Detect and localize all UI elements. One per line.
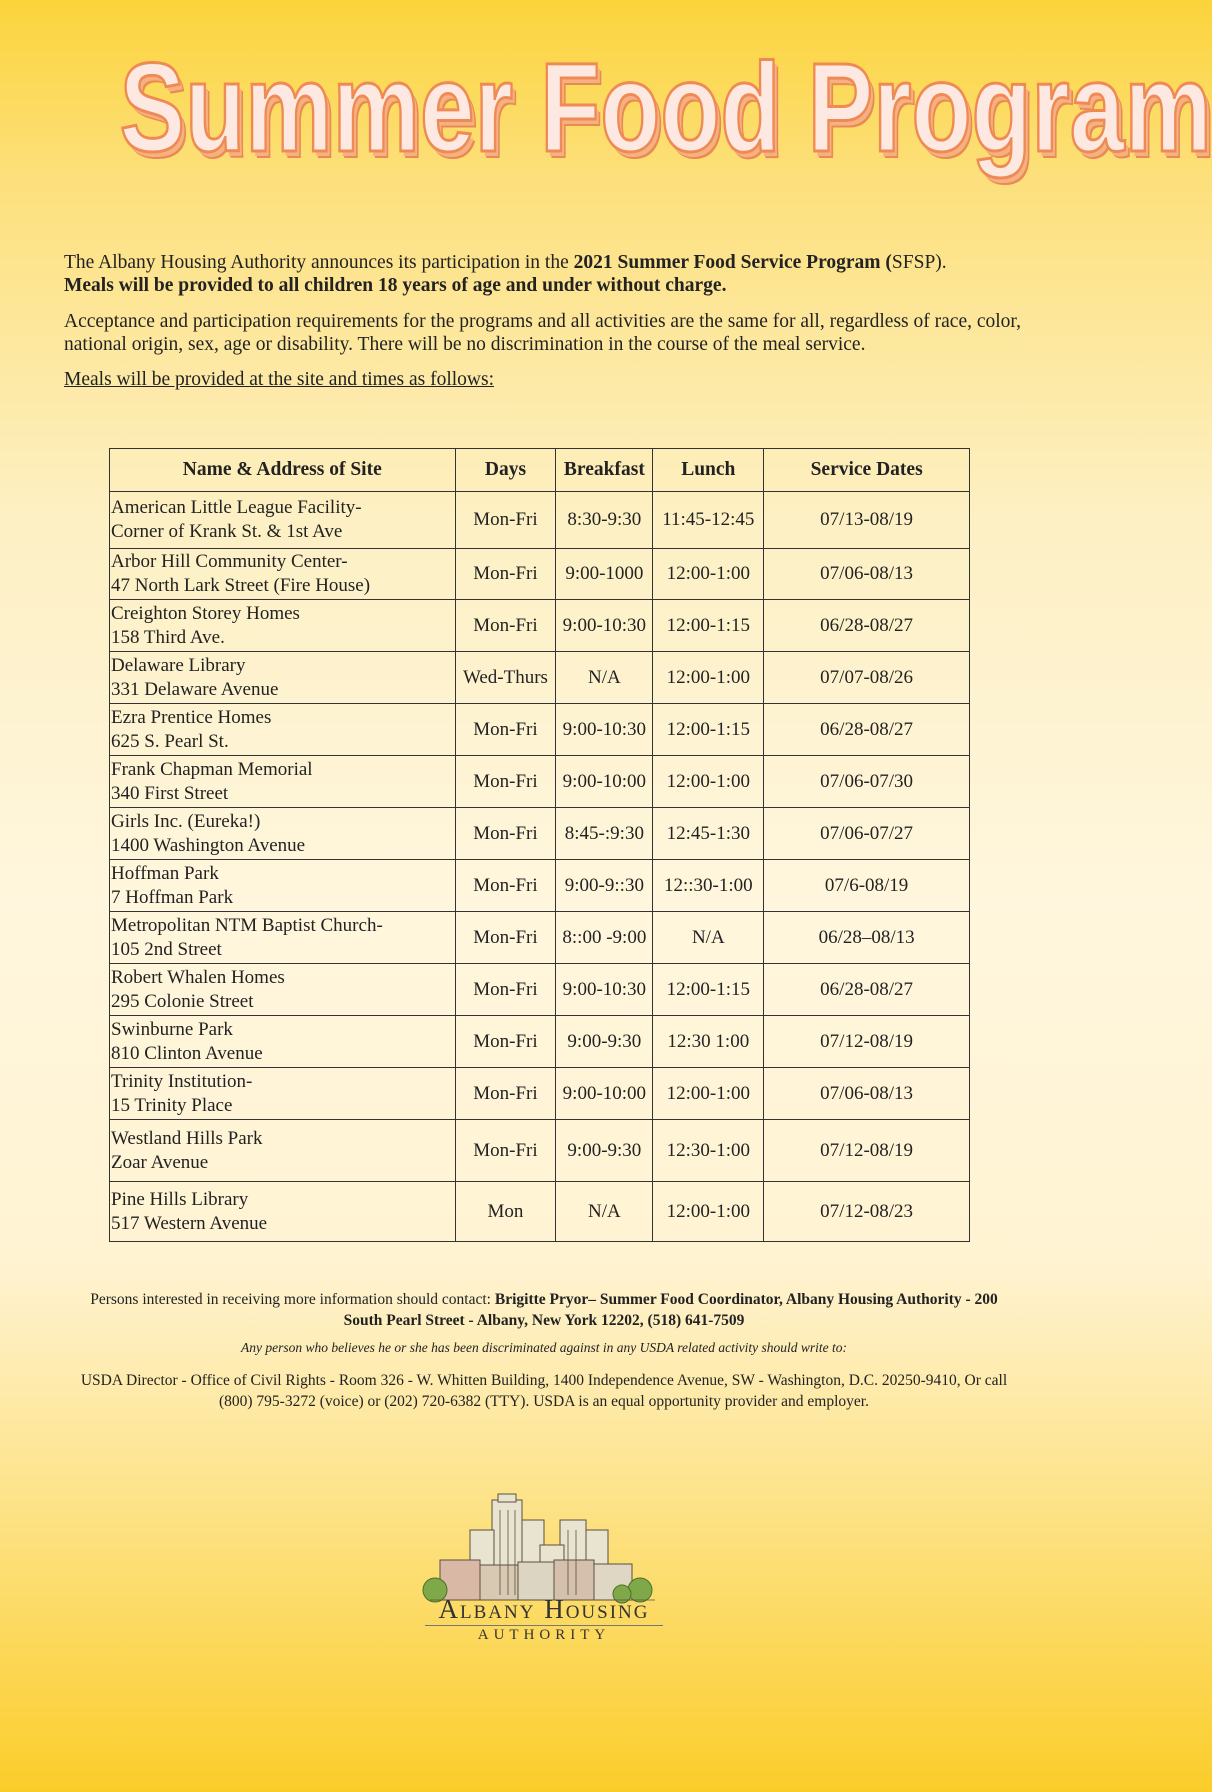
site-name: Trinity Institution- [111, 1070, 253, 1092]
site-lunch: 12:30 1:00 [653, 1016, 764, 1068]
site-name: Delaware Library [111, 654, 246, 676]
site-name: American Little League Facility- [111, 497, 362, 518]
table-row [110, 1120, 970, 1182]
header-service-dates: Service Dates [764, 449, 970, 492]
site-lunch: 12:45-1:30 [653, 808, 764, 860]
header-days: Days [455, 449, 556, 492]
intro-text: The Albany Housing Authority announces its participation in the [64, 252, 574, 273]
site-name-address [110, 1120, 456, 1182]
site-name-address [110, 964, 456, 1016]
header-breakfast: Breakfast [556, 449, 653, 492]
site-service-dates: 07/06-08/13 [764, 549, 970, 600]
site-days: Mon-Fri [455, 1068, 556, 1120]
site-days: Mon-Fri [455, 600, 556, 652]
site-name: Ezra Prentice Homes [111, 706, 272, 728]
site-service-dates: 07/12-08/19 [764, 1016, 970, 1068]
logo-divider [425, 1625, 663, 1626]
site-breakfast: 8:45-:9:30 [556, 808, 653, 860]
site-days: Mon-Fri [455, 1120, 556, 1182]
sites-table [109, 448, 970, 1242]
site-service-dates: 07/6-08/19 [764, 860, 970, 912]
header-site: Name & Address of Site [110, 449, 456, 492]
site-days: Mon-Fri [455, 808, 556, 860]
site-breakfast: 9:00-9:30 [556, 1120, 653, 1182]
table-row [110, 1068, 970, 1120]
site-service-dates: 06/28–08/13 [764, 912, 970, 964]
site-breakfast: 8:30-9:30 [556, 492, 653, 549]
site-lunch: 12:00-1:00 [653, 756, 764, 808]
site-breakfast: 9:00-9::30 [556, 860, 653, 912]
site-name-address [110, 704, 456, 756]
site-breakfast: N/A [556, 652, 653, 704]
site-name-address [110, 756, 456, 808]
site-address: 15 Trinity Place [111, 1094, 233, 1116]
site-service-dates: 07/12-08/23 [764, 1182, 970, 1242]
site-name: Robert Whalen Homes [111, 966, 285, 988]
site-days: Mon-Fri [455, 492, 556, 549]
site-days: Mon-Fri [455, 549, 556, 600]
contact-person: Brigitte Pryor– Summer Food Coordinator, Albany Housing Authority - 200 South Pearl Street - Albany, New York 12202, (518) 641-7509 [343, 1291, 998, 1329]
table-row [110, 860, 970, 912]
site-name: Creighton Storey Homes [111, 602, 300, 624]
site-service-dates: 07/07-08/26 [764, 652, 970, 704]
table-row [110, 549, 970, 600]
site-address: 1400 Washington Avenue [111, 834, 306, 856]
site-name-address [110, 652, 456, 704]
site-name-address [110, 808, 456, 860]
program-abbr: SFSP). [891, 252, 947, 273]
site-days: Mon-Fri [455, 1016, 556, 1068]
site-breakfast: 9:00-10:30 [556, 600, 653, 652]
page-title: Summer Food Program [119, 37, 1212, 178]
table-row [110, 1016, 970, 1068]
table-row [110, 964, 970, 1016]
site-name: Arbor Hill Community Center- [111, 551, 348, 572]
site-days: Mon-Fri [455, 860, 556, 912]
site-lunch: N/A [653, 912, 764, 964]
site-name-address [110, 1182, 456, 1242]
site-address: Zoar Avenue [111, 1151, 209, 1173]
site-address: 7 Hoffman Park [111, 886, 234, 908]
site-name-address [110, 549, 456, 600]
site-service-dates: 07/06-07/27 [764, 808, 970, 860]
site-name-address [110, 1016, 456, 1068]
site-name: Girls Inc. (Eureka!) [111, 810, 261, 832]
site-name: Westland Hills Park [111, 1127, 263, 1149]
site-name: Hoffman Park [111, 862, 219, 884]
site-name-address [110, 600, 456, 652]
intro-paragraph [64, 251, 1024, 297]
table-row [110, 704, 970, 756]
site-breakfast: 9:00-10:30 [556, 704, 653, 756]
site-name-address [110, 1068, 456, 1120]
nondiscrimination-paragraph: Acceptance and participation requirements for the programs and all activities are the same for all, regardless of race, color, national origin, sex, age or disability. There will be no discrimination in the course of the meal service. [64, 311, 1022, 355]
site-name: Swinburne Park [111, 1018, 233, 1040]
site-lunch: 12:00-1:15 [653, 704, 764, 756]
site-service-dates: 06/28-08/27 [764, 704, 970, 756]
site-breakfast: 9:00-10:30 [556, 964, 653, 1016]
logo-subtitle: AUTHORITY [477, 1627, 611, 1643]
site-address: 47 North Lark Street (Fire House) [111, 575, 371, 596]
site-lunch: 12:00-1:00 [653, 652, 764, 704]
table-row [110, 756, 970, 808]
table-row [110, 492, 970, 549]
eligibility-statement: Meals will be provided to all children 18 years of age and under without charge. [64, 275, 727, 296]
site-address: 517 Western Avenue [111, 1212, 268, 1234]
site-breakfast: N/A [556, 1182, 653, 1242]
header-lunch: Lunch [653, 449, 764, 492]
site-days: Mon-Fri [455, 756, 556, 808]
site-lunch: 12:00-1:15 [653, 964, 764, 1016]
contact-intro: Persons interested in receiving more information should contact: [90, 1291, 495, 1308]
site-lunch: 12::30-1:00 [653, 860, 764, 912]
table-row [110, 652, 970, 704]
site-lunch: 12:00-1:00 [653, 1068, 764, 1120]
site-days: Mon [455, 1182, 556, 1242]
site-lunch: 12:00-1:15 [653, 600, 764, 652]
site-name-address [110, 912, 456, 964]
site-breakfast: 8::00 -9:00 [556, 912, 653, 964]
site-days: Mon-Fri [455, 964, 556, 1016]
site-days: Mon-Fri [455, 704, 556, 756]
site-lunch: 12:30-1:00 [653, 1120, 764, 1182]
site-breakfast: 9:00-10:00 [556, 1068, 653, 1120]
table-row [110, 808, 970, 860]
site-breakfast: 9:00-1000 [556, 549, 653, 600]
usda-address: USDA Director - Office of Civil Rights - Room 326 - W. Whitten Building, 1400 Independence Avenue, SW - Washington, D.C. 20250-9410, Or call (800) 795-3272 (voice) or (202) 720-6382 (TTY). USDA is an equal opportunity provider and employer. [80, 1372, 1008, 1410]
table-row [110, 912, 970, 964]
site-address: 340 First Street [111, 782, 229, 804]
site-lunch: 12:00-1:00 [653, 1182, 764, 1242]
site-service-dates: 07/06-07/30 [764, 756, 970, 808]
site-service-dates: 06/28-08/27 [764, 600, 970, 652]
site-service-dates: 07/12-08/19 [764, 1120, 970, 1182]
site-address: 295 Colonie Street [111, 990, 254, 1012]
site-breakfast: 9:00-10:00 [556, 756, 653, 808]
site-lunch: 11:45-12:45 [653, 492, 764, 549]
site-address: 158 Third Ave. [111, 626, 225, 648]
site-service-dates: 06/28-08/27 [764, 964, 970, 1016]
site-address: 810 Clinton Avenue [111, 1042, 263, 1064]
site-address: 105 2nd Street [111, 938, 222, 960]
site-name: Frank Chapman Memorial [111, 758, 313, 780]
site-name-address [110, 492, 456, 549]
contact-info [70, 1289, 1018, 1331]
site-name: Metropolitan NTM Baptist Church- [111, 914, 383, 936]
site-name: Pine Hills Library [111, 1188, 249, 1210]
program-name: 2021 Summer Food Service Program ( [573, 252, 892, 273]
site-service-dates: 07/13-08/19 [764, 492, 970, 549]
site-address: 331 Delaware Avenue [111, 678, 279, 700]
site-days: Mon-Fri [455, 912, 556, 964]
site-service-dates: 07/06-08/13 [764, 1068, 970, 1120]
sites-intro: Meals will be provided at the site and times as follows: [64, 369, 494, 390]
site-lunch: 12:00-1:00 [653, 549, 764, 600]
table-header-row [110, 449, 970, 492]
site-name-address [110, 860, 456, 912]
table-row [110, 1182, 970, 1242]
site-days: Wed-Thurs [455, 652, 556, 704]
logo-name: Albany Housing [438, 1594, 650, 1624]
site-breakfast: 9:00-9:30 [556, 1016, 653, 1068]
site-address: 625 S. Pearl St. [111, 730, 229, 752]
usda-note: Any person who believes he or she has been discriminated against in any USDA related activity should write to: [241, 1340, 847, 1355]
table-row [110, 600, 970, 652]
site-address: Corner of Krank St. & 1st Ave [111, 521, 343, 542]
